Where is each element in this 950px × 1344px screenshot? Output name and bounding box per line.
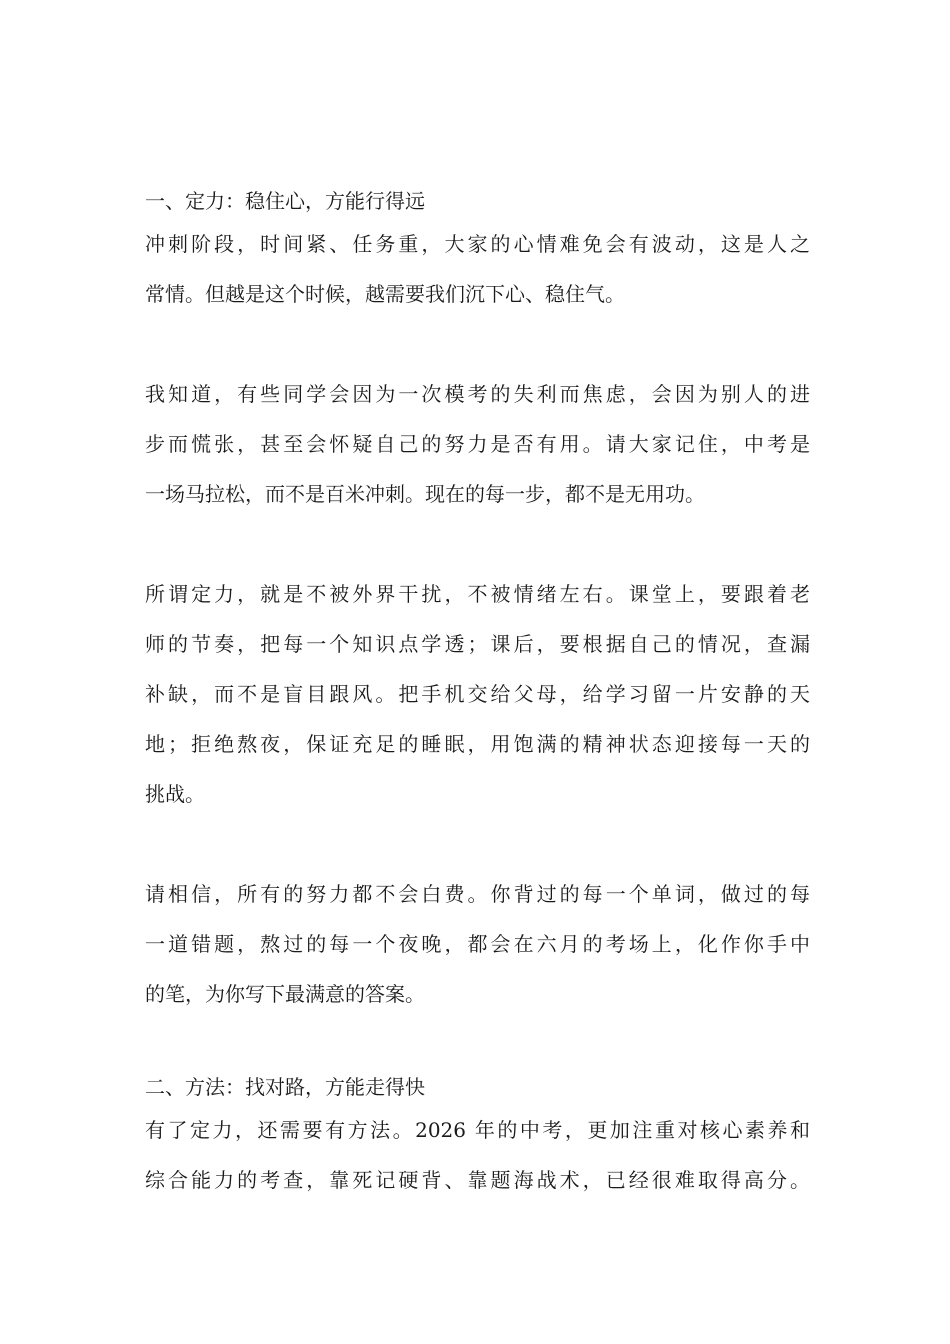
paragraph-line: 所谓定力，就是不被外界干扰，不被情绪左右。课堂上，要跟着老: [145, 582, 810, 606]
paragraph-line: 我知道，有些同学会因为一次模考的失利而焦虑，会因为别人的进: [145, 382, 810, 406]
paragraph-line: 地；拒绝熬夜，保证充足的睡眠，用饱满的精神状态迎接每一天的: [145, 732, 810, 756]
paragraph-1: [145, 219, 810, 319]
paragraph-line: 挑战。: [145, 782, 205, 806]
paragraph-line: 冲刺阶段，时间紧、任务重，大家的心情难免会有波动，这是人之: [145, 232, 810, 256]
paragraph-line: 师的节奏，把每一个知识点学透；课后，要根据自己的情况，查漏: [145, 632, 810, 656]
document-body: [145, 183, 810, 1205]
section-heading-2: 二、方法：找对路，方能走得快: [145, 1075, 425, 1099]
paragraph-line: 请相信，所有的努力都不会白费。你背过的每一个单词，做过的每: [145, 882, 810, 906]
paragraph-4: [145, 869, 810, 1019]
paragraph-line: 补缺，而不是盲目跟风。把手机交给父母，给学习留一片安静的天: [145, 682, 810, 706]
paragraph-line: 一道错题，熬过的每一个夜晚，都会在六月的考场上，化作你手中: [145, 932, 810, 956]
paragraph-line: 一场马拉松，而不是百米冲刺。现在的每一步，都不是无用功。: [145, 482, 705, 506]
paragraph-line: 常情。但越是这个时候，越需要我们沉下心、稳住气。: [145, 282, 625, 306]
paragraph-line: 有了定力，还需要有方法。2026 年的中考，更加注重对核心素养和: [145, 1118, 810, 1142]
paragraph-2: [145, 369, 810, 519]
paragraph-line: 的笔，为你写下最满意的答案。: [145, 982, 425, 1006]
paragraph-5: [145, 1105, 810, 1205]
paragraph-3: [145, 569, 810, 819]
section-heading-1: 一、定力：稳住心，方能行得远: [145, 189, 425, 213]
paragraph-line: 步而慌张，甚至会怀疑自己的努力是否有用。请大家记住，中考是: [145, 432, 810, 456]
paragraph-line: 综合能力的考查，靠死记硬背、靠题海战术，已经很难取得高分。: [145, 1168, 810, 1192]
